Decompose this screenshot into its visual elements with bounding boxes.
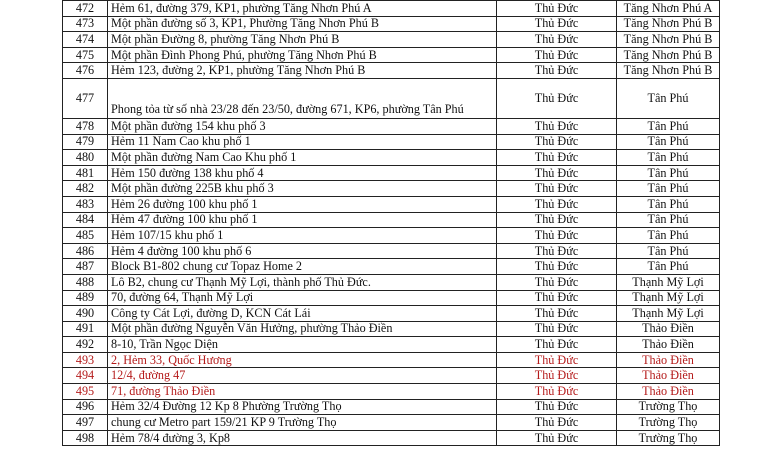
ward-cell: Tân Phú [617, 259, 720, 275]
location-cell: Hẻm 150 đường 138 khu phố 4 [108, 165, 497, 181]
location-cell: chung cư Metro part 159/21 KP 9 Trường Thọ [108, 415, 497, 431]
table-row [63, 399, 720, 415]
ward-cell: Trường Thọ [617, 399, 720, 415]
district-cell: Thủ Đức [497, 415, 617, 431]
table-row [63, 290, 720, 306]
location-cell: Công ty Cát Lợi, đường D, KCN Cát Lái [108, 306, 497, 322]
table-row [63, 1, 720, 17]
district-cell: Thủ Đức [497, 150, 617, 166]
table-body [63, 1, 720, 446]
row-number: 473 [63, 16, 108, 32]
ward-cell: Tân Phú [617, 165, 720, 181]
district-cell: Thủ Đức [497, 165, 617, 181]
row-number: 476 [63, 63, 108, 79]
district-cell: Thủ Đức [497, 181, 617, 197]
district-cell: Thủ Đức [497, 32, 617, 48]
ward-cell: Trường Thọ [617, 430, 720, 446]
table-row [63, 150, 720, 166]
ward-cell: Tăng Nhơn Phú B [617, 47, 720, 63]
location-cell: 8-10, Trần Ngọc Diện [108, 337, 497, 353]
location-cell: Hẻm 11 Nam Cao khu phố 1 [108, 134, 497, 150]
ward-cell: Tăng Nhơn Phú B [617, 63, 720, 79]
table-row [63, 32, 720, 48]
ward-cell: Tăng Nhơn Phú B [617, 16, 720, 32]
table-row [63, 212, 720, 228]
district-cell: Thủ Đức [497, 337, 617, 353]
row-number: 497 [63, 415, 108, 431]
location-cell: Hẻm 61, đường 379, KP1, phường Tăng Nhơn Phú A [108, 1, 497, 17]
ward-cell: Tăng Nhơn Phú B [617, 32, 720, 48]
ward-cell: Tân Phú [617, 243, 720, 259]
ward-cell: Tân Phú [617, 150, 720, 166]
ward-cell: Tân Phú [617, 118, 720, 134]
location-cell: 70, đường 64, Thạnh Mỹ Lợi [108, 290, 497, 306]
ward-cell: Tân Phú [617, 78, 720, 118]
district-cell: Thủ Đức [497, 259, 617, 275]
ward-cell: Thảo Điền [617, 321, 720, 337]
row-number: 479 [63, 134, 108, 150]
ward-cell: Thạnh Mỹ Lợi [617, 290, 720, 306]
table-row [63, 274, 720, 290]
row-number: 481 [63, 165, 108, 181]
row-number: 487 [63, 259, 108, 275]
district-cell: Thủ Đức [497, 228, 617, 244]
table-row [63, 259, 720, 275]
table-row [63, 16, 720, 32]
district-cell: Thủ Đức [497, 399, 617, 415]
row-number: 488 [63, 274, 108, 290]
row-number: 482 [63, 181, 108, 197]
district-cell: Thủ Đức [497, 63, 617, 79]
location-cell: Hẻm 47 đường 100 khu phố 1 [108, 212, 497, 228]
table-row [63, 78, 720, 118]
row-number: 495 [63, 384, 108, 400]
location-cell: Hẻm 32/4 Đường 12 Kp 8 Phường Trường Thọ [108, 399, 497, 415]
row-number: 493 [63, 352, 108, 368]
ward-cell: Tân Phú [617, 181, 720, 197]
ward-cell: Thảo Điền [617, 384, 720, 400]
table-row [63, 430, 720, 446]
table-row [63, 384, 720, 400]
row-number: 485 [63, 228, 108, 244]
location-cell: Một phần đường 154 khu phố 3 [108, 118, 497, 134]
location-cell: Hẻm 107/15 khu phố 1 [108, 228, 497, 244]
table-row [63, 321, 720, 337]
table-row [63, 134, 720, 150]
district-cell: Thủ Đức [497, 352, 617, 368]
row-number: 491 [63, 321, 108, 337]
district-cell: Thủ Đức [497, 118, 617, 134]
district-cell: Thủ Đức [497, 321, 617, 337]
row-number: 498 [63, 430, 108, 446]
ward-cell: Thảo Điền [617, 337, 720, 353]
table-row [63, 352, 720, 368]
location-cell: Một phần đường Nguyễn Văn Hưởng, phường Thảo Điền [108, 321, 497, 337]
table-row [63, 228, 720, 244]
district-cell: Thủ Đức [497, 212, 617, 228]
table-row [63, 337, 720, 353]
row-number: 477 [63, 78, 108, 118]
table-row [63, 181, 720, 197]
location-cell: Block B1-802 chung cư Topaz Home 2 [108, 259, 497, 275]
row-number: 496 [63, 399, 108, 415]
district-cell: Thủ Đức [497, 16, 617, 32]
row-number: 494 [63, 368, 108, 384]
location-cell: 71, đường Thảo Điền [108, 384, 497, 400]
row-number: 472 [63, 1, 108, 17]
location-cell: 12/4, đường 47 [108, 368, 497, 384]
district-cell: Thủ Đức [497, 430, 617, 446]
location-cell: Một phần đường 225B khu phố 3 [108, 181, 497, 197]
district-cell: Thủ Đức [497, 384, 617, 400]
ward-cell: Thảo Điền [617, 368, 720, 384]
lockdown-locations-table [62, 0, 720, 446]
district-cell: Thủ Đức [497, 243, 617, 259]
row-number: 489 [63, 290, 108, 306]
location-cell: Một phần đường số 3, KP1, Phường Tăng Nhơn Phú B [108, 16, 497, 32]
row-number: 474 [63, 32, 108, 48]
row-number: 486 [63, 243, 108, 259]
district-cell: Thủ Đức [497, 78, 617, 118]
location-cell: Hẻm 123, đường 2, KP1, phường Tăng Nhơn Phú B [108, 63, 497, 79]
district-cell: Thủ Đức [497, 196, 617, 212]
table-row [63, 165, 720, 181]
location-cell: 2, Hẻm 33, Quốc Hương [108, 352, 497, 368]
row-number: 483 [63, 196, 108, 212]
ward-cell: Tân Phú [617, 134, 720, 150]
table-row [63, 196, 720, 212]
table-row [63, 243, 720, 259]
table-row [63, 415, 720, 431]
table-row [63, 47, 720, 63]
row-number: 480 [63, 150, 108, 166]
row-number: 475 [63, 47, 108, 63]
location-cell: Phong tỏa từ số nhà 23/28 đến 23/50, đường 671, KP6, phường Tân Phú [108, 78, 497, 118]
district-cell: Thủ Đức [497, 290, 617, 306]
location-cell: Hẻm 78/4 đường 3, Kp8 [108, 430, 497, 446]
table-row [63, 306, 720, 322]
table-row [63, 368, 720, 384]
district-cell: Thủ Đức [497, 134, 617, 150]
ward-cell: Tân Phú [617, 196, 720, 212]
district-cell: Thủ Đức [497, 306, 617, 322]
location-cell: Một phần đường Nam Cao Khu phố 1 [108, 150, 497, 166]
location-cell: Hẻm 4 đường 100 khu phố 6 [108, 243, 497, 259]
location-cell: Một phần Đình Phong Phú, phường Tăng Nhơn Phú B [108, 47, 497, 63]
ward-cell: Thạnh Mỹ Lợi [617, 306, 720, 322]
ward-cell: Tân Phú [617, 212, 720, 228]
location-cell: Hẻm 26 đường 100 khu phố 1 [108, 196, 497, 212]
ward-cell: Trường Thọ [617, 415, 720, 431]
row-number: 484 [63, 212, 108, 228]
district-cell: Thủ Đức [497, 47, 617, 63]
row-number: 490 [63, 306, 108, 322]
ward-cell: Tăng Nhơn Phú A [617, 1, 720, 17]
table-row [63, 118, 720, 134]
district-cell: Thủ Đức [497, 1, 617, 17]
district-cell: Thủ Đức [497, 274, 617, 290]
ward-cell: Tân Phú [617, 228, 720, 244]
table-row [63, 63, 720, 79]
row-number: 492 [63, 337, 108, 353]
table [62, 0, 720, 446]
ward-cell: Thảo Điền [617, 352, 720, 368]
location-cell: Một phần Đường 8, phường Tăng Nhơn Phú B [108, 32, 497, 48]
location-cell: Lô B2, chung cư Thạnh Mỹ Lợi, thành phố Thủ Đức. [108, 274, 497, 290]
row-number: 478 [63, 118, 108, 134]
ward-cell: Thạnh Mỹ Lợi [617, 274, 720, 290]
district-cell: Thủ Đức [497, 368, 617, 384]
